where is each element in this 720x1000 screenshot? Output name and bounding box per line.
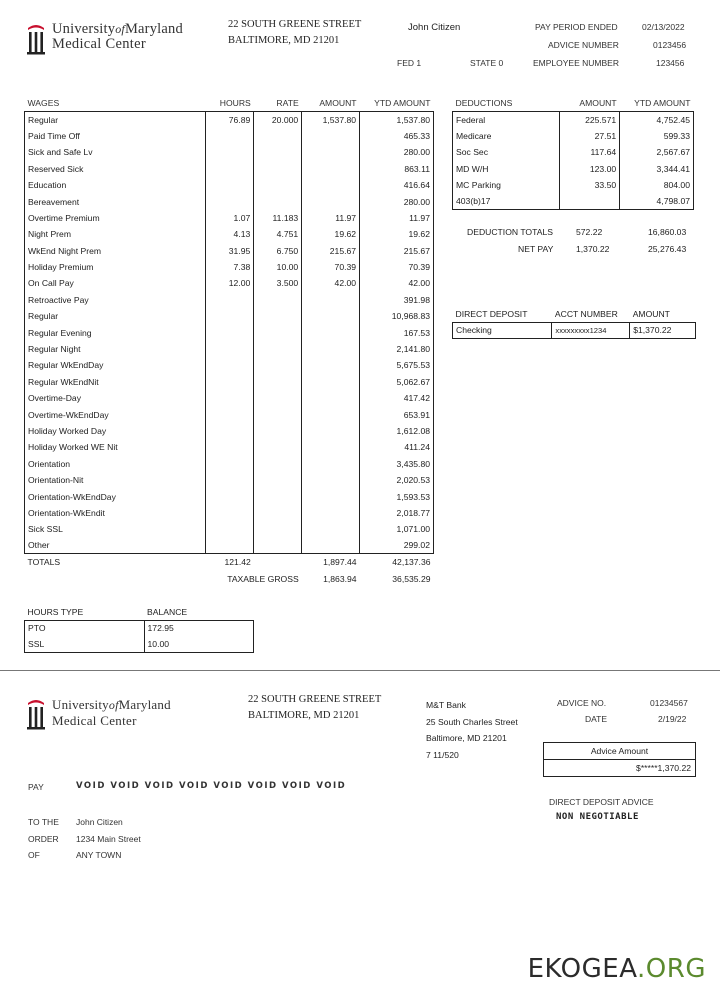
wage-ytd: 411.24 [360,439,434,455]
direct-deposit-advice-label: DIRECT DEPOSIT ADVICE [549,797,654,807]
employer-name-of: of [115,22,125,36]
wage-hours [206,521,254,537]
wage-rate: 4.751 [254,226,302,242]
wage-amount [302,521,360,537]
pay-void-words: VOID VOID VOID VOID VOID VOID VOID VOID [76,781,347,791]
wage-ytd: 299.02 [360,538,434,554]
wage-ytd: 1,612.08 [360,423,434,439]
wage-amount [302,390,360,406]
wage-ytd: 1,071.00 [360,521,434,537]
wage-type: Other [25,538,206,554]
wage-rate [254,472,302,488]
wage-type: Overtime-WkEndDay [25,406,206,422]
wage-hours [206,488,254,504]
wage-amount [302,341,360,357]
wage-amount [302,357,360,373]
wage-type: Regular Night [25,341,206,357]
bank-name: M&T Bank [426,700,466,710]
deduction-row [453,177,694,193]
wage-rate: 3.500 [254,275,302,291]
wage-type: Education [25,177,206,193]
wage-amount [302,538,360,554]
wages-row [25,472,434,488]
wage-rate [254,423,302,439]
deduction-ytd: 3,344.41 [620,161,694,177]
wage-type: Reserved Sick [25,161,206,177]
direct-deposit-table [452,306,696,339]
wage-rate: 10.00 [254,259,302,275]
wage-ytd: 3,435.80 [360,456,434,472]
wage-type: Orientation-Nit [25,472,206,488]
wage-amount [302,374,360,390]
wage-hours [206,128,254,144]
wage-type: Retroactive Pay [25,292,206,308]
wage-amount: 11.97 [302,210,360,226]
deduction-row [453,111,694,127]
wage-ytd: 2,018.77 [360,505,434,521]
deduction-row [453,161,694,177]
employer-name-maryland: Maryland [124,21,183,37]
watermark-part1: EKOGEA [527,954,638,984]
deduction-ytd: 599.33 [620,128,694,144]
hours-balance-pto: 172.95 [144,620,253,636]
wages-row [25,456,434,472]
wage-amount [302,144,360,160]
wage-hours [206,292,254,308]
bank-city: Baltimore, MD 21201 [426,733,507,743]
fed-exemptions: FED 1 [397,58,422,68]
wages-row [25,226,434,242]
wage-amount: 42.00 [302,275,360,291]
advice-amount-label: Advice Amount [544,743,695,760]
wage-type: Regular [25,308,206,324]
wage-hours: 7.38 [206,259,254,275]
hours-balance-ssl: 10.00 [144,636,253,652]
deduction-ytd: 804.00 [620,177,694,193]
check-employer-name-of: of [108,698,119,712]
wages-row [25,210,434,226]
to-the-label: TO THE [28,817,59,827]
deductions-header-name: DEDUCTIONS [453,95,560,111]
wage-hours [206,406,254,422]
payee-city: ANY TOWN [76,850,122,860]
wages-row [25,538,434,554]
check-advice-no-value: 01234567 [650,698,688,708]
net-pay-amount: 1,370.22 [576,244,610,254]
wage-type: Overtime-Day [25,390,206,406]
wages-row [25,128,434,144]
wage-hours: 31.95 [206,243,254,259]
wages-row [25,243,434,259]
wage-amount [302,324,360,340]
wage-type: On Call Pay [25,275,206,291]
wage-rate [254,488,302,504]
wage-type: Holiday Worked Day [25,423,206,439]
wages-header-hours: HOURS [206,95,254,111]
wages-row [25,161,434,177]
wage-type: Sick and Safe Lv [25,144,206,160]
check-umm-logo-icon [26,697,46,731]
wage-ytd: 465.33 [360,128,434,144]
deduction-name: Medicare [453,128,560,144]
deductions-header-amount: AMOUNT [560,95,620,111]
deduction-row [453,144,694,160]
net-pay-ytd: 25,276.43 [648,244,687,254]
deduction-amount: 123.00 [560,161,620,177]
check-date-value: 2/19/22 [658,714,687,724]
wages-totals-ytd: 42,137.36 [360,554,434,570]
pay-period-label: PAY PERIOD ENDED [535,22,618,32]
wages-row [25,308,434,324]
wages-row [25,505,434,521]
wages-header-wages: WAGES [25,95,206,111]
employer-name-university: University [52,21,116,37]
deduction-ytd: 4,752.45 [620,111,694,127]
wages-header-amount: AMOUNT [302,95,360,111]
employer-city: BALTIMORE, MD 21201 [228,35,340,46]
wages-totals-hours: 121.42 [206,554,254,570]
wage-hours: 76.89 [206,111,254,127]
state-exemptions: STATE 0 [470,58,504,68]
wage-rate [254,177,302,193]
wage-type: Orientation [25,456,206,472]
dd-header-acct: ACCT NUMBER [554,308,618,319]
check-employer-street: 22 SOUTH GREENE STREET [248,694,382,705]
wage-hours [206,324,254,340]
employee-name: John Citizen [408,22,461,33]
bank-info [426,697,518,763]
wage-rate: 20.000 [254,111,302,127]
dd-type: Checking [453,322,552,338]
wage-amount [302,193,360,209]
wage-ytd: 417.42 [360,390,434,406]
wage-rate [254,390,302,406]
wage-type: Regular Evening [25,324,206,340]
advice-number-value: 0123456 [653,40,687,50]
check-advice-no-label: ADVICE NO. [557,698,607,708]
wage-ytd: 2,020.53 [360,472,434,488]
wages-header-ytd: YTD AMOUNT [360,95,434,111]
wage-hours: 4.13 [206,226,254,242]
wage-amount [302,439,360,455]
deduction-name: 403(b)17 [453,193,560,209]
wage-hours [206,538,254,554]
wages-totals-label: TOTALS [25,554,206,570]
wage-type: WkEnd Night Prem [25,243,206,259]
wage-amount: 70.39 [302,259,360,275]
wage-rate [254,456,302,472]
wages-row [25,193,434,209]
wage-type: Orientation-WkEndDay [25,488,206,504]
wages-row [25,521,434,537]
net-pay-label: NET PAY [518,244,554,254]
wage-rate [254,538,302,554]
advice-number-label: ADVICE NUMBER [548,40,619,50]
wages-row [25,374,434,390]
wage-rate: 11.183 [254,210,302,226]
wage-amount [302,505,360,521]
wage-hours [206,341,254,357]
wages-row [25,390,434,406]
wage-hours: 12.00 [206,275,254,291]
wage-ytd: 653.91 [360,406,434,422]
employee-number-value: 123456 [656,58,685,68]
check-employer-logo [26,697,171,731]
hours-type-table [24,604,254,653]
wage-type: Bereavement [25,193,206,209]
wage-rate [254,161,302,177]
wage-rate [254,357,302,373]
wage-type: Overtime Premium [25,210,206,226]
payee-name: John Citizen [76,817,123,827]
wage-amount: 19.62 [302,226,360,242]
wages-row [25,488,434,504]
wage-ytd: 280.00 [360,144,434,160]
order-label: ORDER [28,833,59,844]
wage-ytd: 19.62 [360,226,434,242]
wages-row [25,144,434,160]
wages-row [25,423,434,439]
wage-ytd: 11.97 [360,210,434,226]
wage-amount: 215.67 [302,243,360,259]
employer-logo [26,22,183,56]
wage-ytd: 42.00 [360,275,434,291]
employer-address [228,17,361,49]
wage-rate [254,374,302,390]
taxable-gross-label: TAXABLE GROSS [227,573,299,584]
wage-rate [254,406,302,422]
wage-type: Holiday Premium [25,259,206,275]
advice-amount-value: $*****1,370.22 [636,763,691,773]
wage-rate [254,144,302,160]
wage-ytd: 167.53 [360,324,434,340]
wage-hours [206,439,254,455]
wage-ytd: 416.64 [360,177,434,193]
wage-type: Holiday Worked WE Nit [25,439,206,455]
wage-rate [254,128,302,144]
wages-row [25,177,434,193]
bank-routing: 7 11/520 [426,749,459,760]
dd-header-amount: AMOUNT [632,308,670,319]
hours-type-header: HOURS TYPE [27,606,84,617]
deduction-amount [560,193,620,209]
watermark [528,954,706,984]
deduction-name: Federal [453,111,560,127]
wage-hours [206,161,254,177]
payee-street: 1234 Main Street [76,833,141,844]
dd-acct: xxxxxxxxx1234 [552,322,630,338]
wages-header-rate: RATE [254,95,302,111]
deduction-totals-label: DEDUCTION TOTALS [467,227,553,237]
check-employer-name-medical-center: Medical Center [52,713,137,728]
wage-hours [206,374,254,390]
wage-rate [254,292,302,308]
wage-amount [302,177,360,193]
wage-rate [254,341,302,357]
employee-number-label: EMPLOYEE NUMBER [533,58,619,68]
deduction-totals-amount: 572.22 [576,227,603,237]
deduction-amount: 225.571 [560,111,620,127]
wages-row [25,406,434,422]
wage-amount [302,456,360,472]
wage-hours [206,144,254,160]
wage-type: Regular WkEndDay [25,357,206,373]
check-employer-address [248,692,381,724]
wage-ytd: 391.98 [360,292,434,308]
wage-rate [254,308,302,324]
wage-ytd: 5,675.53 [360,357,434,373]
deduction-ytd: 2,567.67 [620,144,694,160]
check-employer-name-maryland: Maryland [118,697,171,712]
taxable-gross-amount: 1,863.94 [323,573,357,584]
non-negotiable-label: NON NEGOTIABLE [556,812,639,822]
advice-amount-box [543,742,696,777]
wage-rate: 6.750 [254,243,302,259]
wage-type: Sick SSL [25,521,206,537]
deduction-row [453,193,694,209]
wage-ytd: 1,537.80 [360,111,434,127]
taxable-gross-ytd: 36,535.29 [392,573,431,584]
deduction-name: MD W/H [453,161,560,177]
hours-type-ssl: SSL [25,636,145,652]
payee-address [76,814,141,864]
deduction-name: Soc Sec [453,144,560,160]
employer-name-medical-center: Medical Center [52,36,146,52]
wage-rate [254,324,302,340]
dd-amount: $1,370.22 [630,322,696,338]
wage-hours [206,357,254,373]
wage-hours [206,423,254,439]
hours-type-pto: PTO [25,620,145,636]
check-date-label: DATE [585,714,608,724]
wage-ytd: 2,141.80 [360,341,434,357]
deduction-name: MC Parking [453,177,560,193]
deduction-row [453,128,694,144]
wage-rate [254,521,302,537]
wage-type: Orientation-WkEndit [25,505,206,521]
tear-line [0,670,720,671]
wage-type: Night Prem [25,226,206,242]
check-employer-city: BALTIMORE, MD 21201 [248,710,360,721]
wage-hours [206,193,254,209]
wage-ytd: 215.67 [360,243,434,259]
wage-hours [206,505,254,521]
wage-amount [302,292,360,308]
deduction-totals-ytd: 16,860.03 [648,227,687,237]
pay-label: PAY [28,782,44,792]
pay-period-value: 02/13/2022 [642,22,685,32]
of-label: OF [28,850,40,860]
wage-ytd: 280.00 [360,193,434,209]
wage-amount [302,472,360,488]
hours-balance-header: BALANCE [147,606,188,617]
wages-totals-amount: 1,897.44 [302,554,360,570]
wage-type: Paid Time Off [25,128,206,144]
wages-row [25,275,434,291]
deductions-header-ytd: YTD AMOUNT [620,95,694,111]
wage-hours [206,177,254,193]
dd-header-type: DIRECT DEPOSIT [455,308,528,319]
wage-hours: 1.07 [206,210,254,226]
wage-rate [254,439,302,455]
wage-ytd: 5,062.67 [360,374,434,390]
deduction-ytd: 4,798.07 [620,193,694,209]
wages-table [24,95,434,587]
wage-amount [302,161,360,177]
bank-street: 25 South Charles Street [426,716,518,727]
wages-row [25,341,434,357]
wages-row [25,259,434,275]
wage-amount: 1,537.80 [302,111,360,127]
deduction-amount: 117.64 [560,144,620,160]
wage-ytd: 863.11 [360,161,434,177]
wages-row [25,111,434,127]
wage-amount [302,423,360,439]
wage-amount [302,488,360,504]
employer-street: 22 SOUTH GREENE STREET [228,19,362,30]
wage-ytd: 10,968.83 [360,308,434,324]
wage-amount [302,128,360,144]
deduction-amount: 33.50 [560,177,620,193]
wage-hours [206,456,254,472]
wage-amount [302,406,360,422]
wage-ytd: 70.39 [360,259,434,275]
wage-rate [254,505,302,521]
wage-rate [254,193,302,209]
wage-hours [206,472,254,488]
wages-row [25,292,434,308]
wage-amount [302,308,360,324]
check-employer-name-university: University [52,697,109,712]
wage-hours [206,308,254,324]
deductions-table [452,95,694,210]
wages-row [25,357,434,373]
umm-logo-icon [26,22,46,56]
wage-ytd: 1,593.53 [360,488,434,504]
wage-type: Regular WkEndNit [25,374,206,390]
wage-hours [206,390,254,406]
wage-type: Regular [25,111,206,127]
wages-row [25,439,434,455]
watermark-part2: .ORG [637,954,706,984]
deduction-amount: 27.51 [560,128,620,144]
to-the-order-of [28,814,59,864]
wages-row [25,324,434,340]
